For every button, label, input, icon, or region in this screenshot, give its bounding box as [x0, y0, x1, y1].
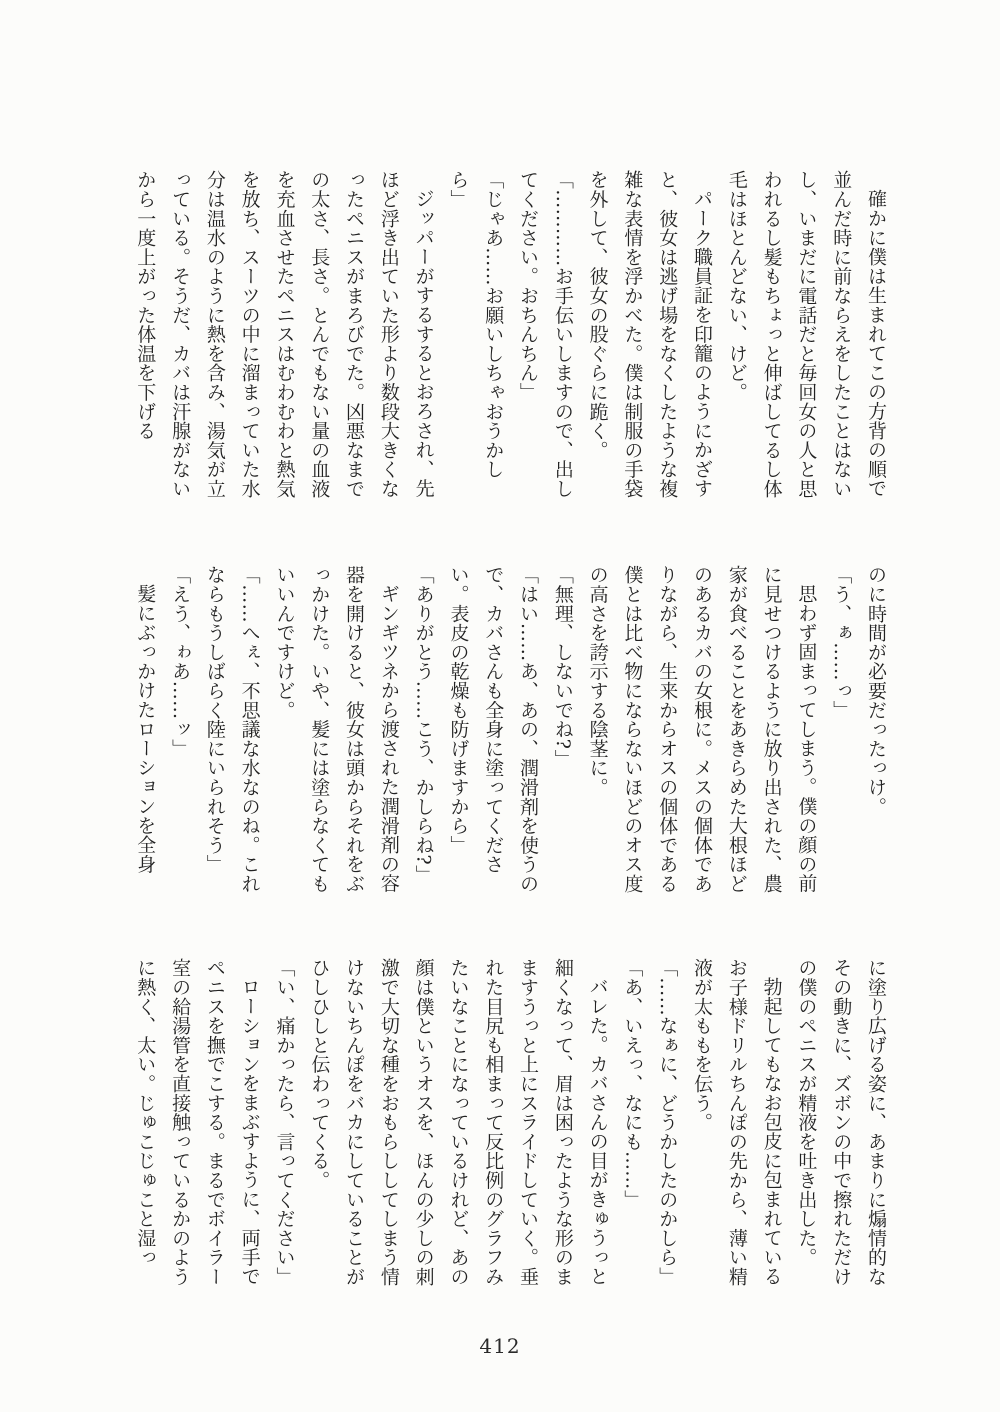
paragraph: 「あ、いえっ、なにも……」 [621, 958, 644, 1209]
paragraph: 勃起してもなお包皮に包まれているお子様ドリルちんぽの先から、薄い精液が太ももを伝う。 [691, 958, 783, 1287]
paragraph: バレた。カバさんの目がきゅうっと細くなって、眉は困ったような形のまますうっと上にスライドしていく。垂れた目尻も相まって反比例のグラフみたいなことになっているけれど、あの顔は僕というオスを、ほんの少しの刺激で大切な種をおもらししてしまう情けないちんぽをバカにしていることがひしひしと伝わってくる。 [308, 958, 609, 1287]
paragraph: ジッパーがするするとおろされ、先ほど浮き出ていた形より数段大きくなったペニスがまろびでた。凶悪なまでの太さ、長さ。とんでもない量の血液を充血させたペニスはむわむわと熱気を放ち、スーツの中に溜まっていた水分は温水のように熱を含み、湯気が立っている。そうだ、カバは汗腺がないから一度上がった体温を下げる [134, 170, 435, 499]
paragraph: 確かに僕は生まれてこの方背の順で並んだ時に前ならえをしたことはないし、いまだに電話だと毎回女の人と思われるし髪もちょっと伸ばしてるし体毛はほとんどない、けど。 [725, 170, 887, 499]
text-band-top [127, 170, 893, 503]
text-band-middle [127, 565, 893, 898]
paragraph: 「無理、しないでね?」 [551, 565, 574, 769]
paragraph: に塗り広げる姿に、あまりに煽情的なその動きに、ズボンの中で擦れただけの僕のペニスが精液を吐き出した。 [795, 958, 887, 1287]
paragraph: ローションをまぶすように、両手でペニスを撫でこする。まるでボイラー室の給湯管を直接触っているかのように熱く、太い。じゅこじゅこと湿っ [134, 958, 261, 1287]
paragraph: 「はい……あ、あの、潤滑剤を使うので、カバさんも全身に塗ってください。表皮の乾燥も防げますから」 [447, 565, 540, 894]
paragraph: 「…………お手伝いしますので、出してください。おちんちん」 [517, 170, 574, 499]
paragraph: 「う、ぁ……っ」 [830, 565, 853, 720]
paragraph: 「ありがとう……こう、かしらね?」 [412, 565, 435, 885]
text-band-bottom [127, 958, 893, 1291]
paragraph: ギンギツネから渡された潤滑剤の容器を開けると、彼女は頭からそれをぶっかけた。いや、髪には塗らなくてもいいんですけど。 [273, 565, 400, 894]
paragraph: 思わず固まってしまう。僕の顔の前に見せつけるように放り出された、農家が食べることをあきらめた大根ほどのあるカバの女根に。メスの個体でありながら、生来からオスの個体である僕とは比べ物にならないほどのオス度の高さを誇示する陰茎に。 [586, 565, 818, 894]
paragraph: 「えう、ゎあ……ッ」 [169, 565, 192, 758]
paragraph: 「じゃあ……お願いしちゃおうかしら」 [447, 170, 505, 479]
page-number: 412 [479, 1334, 521, 1358]
paragraph: 「い、痛かったら、言ってください」 [273, 958, 296, 1287]
paragraph: 髪にぶっかけたローションを全身 [134, 584, 157, 874]
paragraph: 「……なぁに、どうかしたのかしら」 [656, 958, 679, 1287]
paragraph: のに時間が必要だったっけ。 [865, 565, 887, 816]
paragraph: 「……へぇ、不思議な水なのね。これならもうしばらく陸にいられそう」 [203, 565, 261, 894]
paragraph: パーク職員証を印籠のようにかざすと、彼女は逃げ場をなくしたような複雑な表情を浮かべた。僕は制服の手袋を外して、彼女の股ぐらに跪く。 [586, 170, 714, 499]
